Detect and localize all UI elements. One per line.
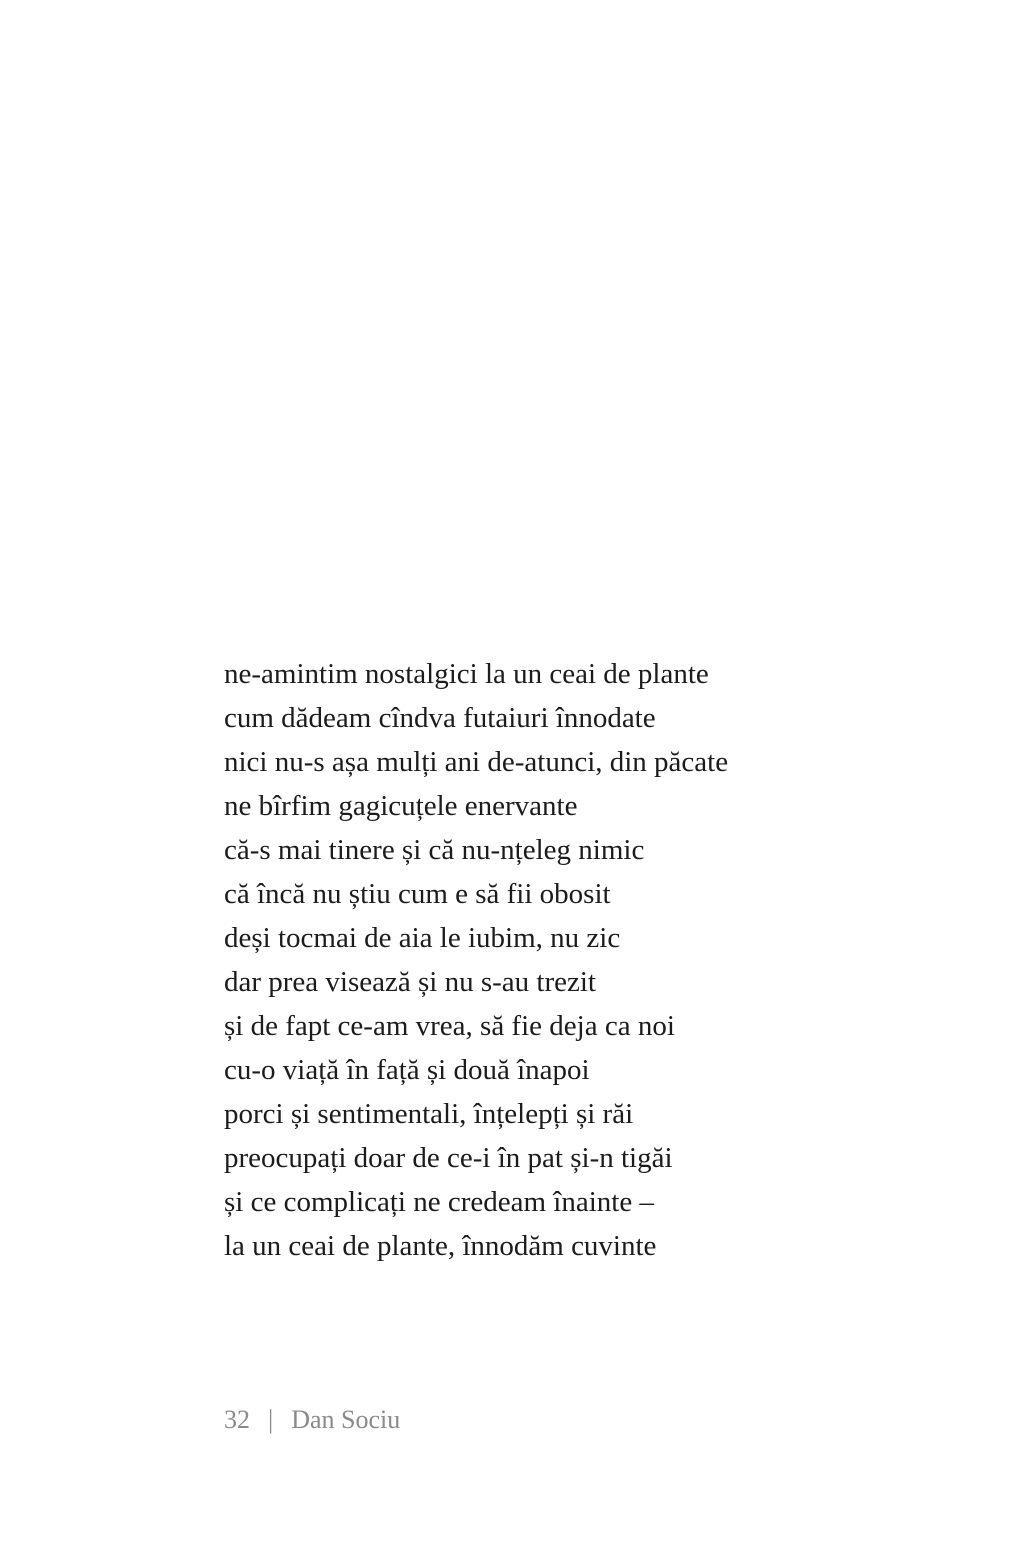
poem-line: cu-o viață în față și două înapoi [224,1054,590,1086]
poem-line: la un ceai de plante, înnodăm cuvinte [224,1230,657,1262]
poem-line: porci și sentimentali, înțelepți și răi [224,1098,634,1130]
page-number: 32 [224,1405,250,1434]
poem-text [224,652,924,1268]
poem-line: nici nu-s așa mulți ani de-atunci, din păcate [224,746,729,778]
poem-line: că încă nu știu cum e să fii obosit [224,878,611,910]
poem-line: deși tocmai de aia le iubim, nu zic [224,922,621,954]
poem-line: că-s mai tinere și că nu-nțeleg nimic [224,834,645,866]
footer-separator: | [268,1405,274,1434]
poem-line: preocupați doar de ce-i în pat și-n tigăi [224,1142,673,1174]
author-name: Dan Sociu [291,1405,401,1434]
poem-line: și de fapt ce-am vrea, să fie deja ca noi [224,1010,675,1042]
poem-line: cum dădeam cîndva futaiuri înnodate [224,702,656,734]
page-footer [224,1400,400,1440]
poem-line: ne bîrfim gagicuțele enervante [224,790,578,822]
poem-line: și ce complicați ne credeam înainte – [224,1186,654,1218]
poem-line: dar prea visează și nu s-au trezit [224,966,596,998]
poem-line: ne-amintim nostalgici la un ceai de plante [224,658,709,690]
